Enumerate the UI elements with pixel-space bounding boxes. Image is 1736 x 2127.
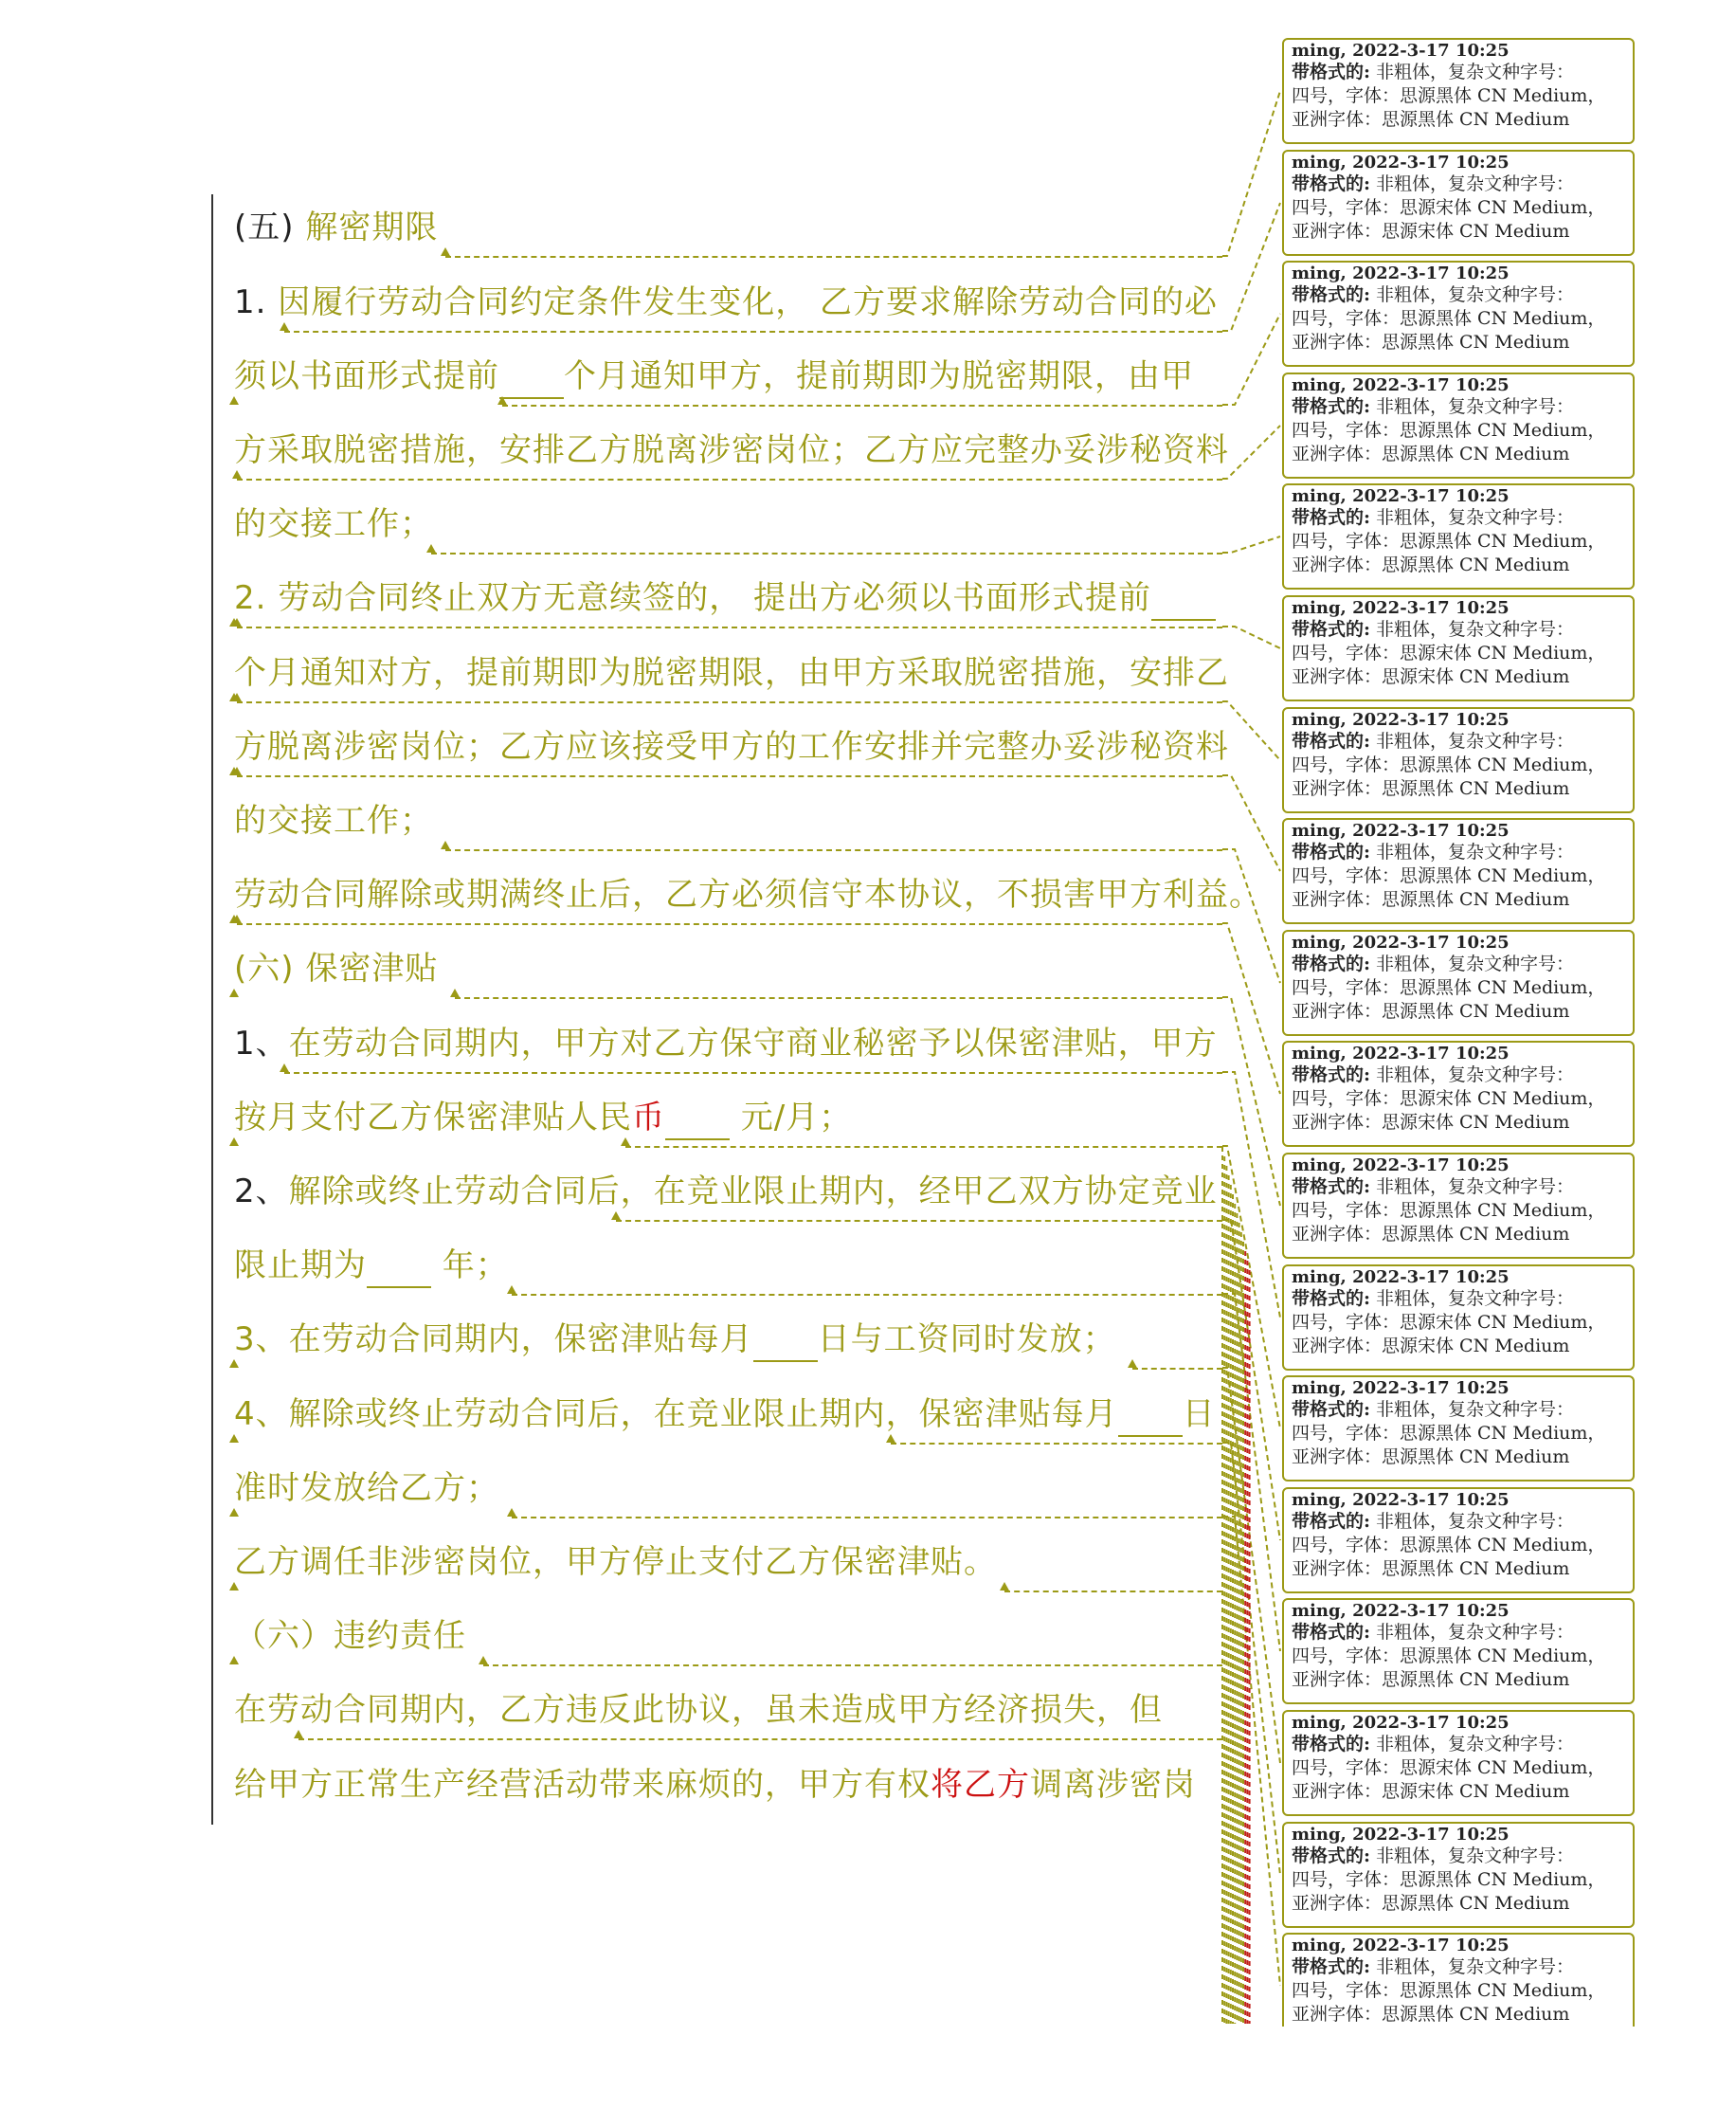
comment-label: 带格式的: (1292, 396, 1371, 417)
insertion-caret (479, 1656, 488, 1664)
comment-leader (1222, 426, 1280, 479)
comment-leader (1222, 923, 1280, 1094)
comment-line: 亚洲字体：思源黑体 CN Medium (1292, 1001, 1570, 1022)
insertion-caret (280, 322, 289, 331)
comment-leader (1222, 91, 1280, 256)
comment-line: 亚洲字体：思源宋体 CN Medium (1292, 221, 1570, 242)
comment-anchor-line (1004, 1591, 1222, 1592)
page-bottom-margin (1279, 2027, 1649, 2127)
fill-in-blank[interactable] (499, 355, 564, 399)
text-run: （六）违约责任 (234, 1617, 466, 1655)
comment-author-date: ming, 2022-3-17 10:25 (1292, 1936, 1510, 1955)
comment-line: 亚洲字体：思源宋体 CN Medium (1292, 1781, 1570, 1802)
text-run: 元/月； (730, 1099, 853, 1136)
comment-text: 非粗体，复杂文种字号： (1370, 1064, 1575, 1085)
comment-line: 亚洲字体：思源宋体 CN Medium (1292, 666, 1570, 687)
comment-balloon[interactable] (1282, 1598, 1635, 1704)
document-line (234, 1615, 466, 1657)
insertion-caret (507, 1508, 516, 1517)
comment-anchor-line (237, 479, 1222, 481)
comment-author-date: ming, 2022-3-17 10:25 (1292, 598, 1510, 618)
insertion-caret (611, 1211, 621, 1220)
comment-line: 亚洲字体：思源黑体 CN Medium (1292, 778, 1570, 799)
comment-label: 带格式的: (1292, 62, 1371, 82)
comment-author-date: ming, 2022-3-17 10:25 (1292, 1155, 1510, 1175)
comment-line: 亚洲字体：思源黑体 CN Medium (1292, 1224, 1570, 1245)
comment-label: 带格式的: (1292, 1064, 1371, 1085)
comment-line: 亚洲字体：思源黑体 CN Medium (1292, 444, 1570, 464)
comment-anchor-line (455, 997, 1222, 999)
text-run: 2. 劳动合同终止双方无意续签的， 提出方必须以书面形式提前 (234, 579, 1152, 617)
text-run: 须以书面形式提前 (234, 357, 499, 395)
document-line (234, 726, 1229, 768)
comment-balloon[interactable] (1282, 38, 1635, 144)
document-line (234, 1541, 997, 1583)
comment-balloon[interactable] (1282, 150, 1635, 256)
comment-balloon[interactable] (1282, 1264, 1635, 1371)
text-run: 解密期限 (305, 209, 439, 246)
text-run: 因履行劳动合同约定条件发生变化， 乙方要求解除劳动合同的必 (278, 283, 1219, 321)
comment-label: 带格式的: (1292, 173, 1371, 194)
document-line (234, 1097, 852, 1140)
comment-line (1292, 1733, 1625, 1756)
comment-line: 四号，字体：思源黑体 CN Medium， (1292, 420, 1606, 441)
text-run: 1、 (234, 1025, 289, 1063)
comment-anchor-line (1132, 1368, 1222, 1370)
comment-text: 非粗体，复杂文种字号： (1370, 1622, 1575, 1643)
text-run: (六) 保密津贴 (234, 950, 439, 988)
comment-author-date: ming, 2022-3-17 10:25 (1292, 1713, 1510, 1733)
comment-line: 亚洲字体：思源黑体 CN Medium (1292, 109, 1570, 130)
comment-line: 四号，字体：思源黑体 CN Medium， (1292, 1423, 1606, 1444)
text-run: 在劳动合同期内，乙方违反此协议，虽未造成甲方经济损失，但 (234, 1691, 1163, 1729)
comment-anchor-line (512, 1517, 1222, 1518)
comment-anchor-line (237, 627, 1222, 628)
comment-line: 亚洲字体：思源黑体 CN Medium (1292, 889, 1570, 910)
comment-anchor-line (431, 553, 1222, 554)
insertion-caret (441, 247, 450, 256)
document-line (234, 1023, 1218, 1064)
insertion-caret (621, 1137, 630, 1146)
document-line (234, 1171, 1218, 1212)
comment-label: 带格式的: (1292, 1845, 1371, 1866)
document-line (234, 207, 438, 248)
comment-balloon[interactable] (1282, 1041, 1635, 1147)
comment-anchor-line (237, 701, 1222, 703)
insertion-caret (294, 1730, 303, 1738)
document-line (234, 948, 438, 990)
text-run: 在劳动合同期内，甲方对乙方保守商业秘密予以保密津贴，甲方 (288, 1025, 1218, 1063)
fill-in-blank[interactable] (1118, 1393, 1183, 1437)
comment-leader (1222, 701, 1280, 760)
comment-label: 带格式的: (1292, 954, 1371, 974)
comment-balloon[interactable] (1282, 595, 1635, 701)
comment-author-date: ming, 2022-3-17 10:25 (1292, 41, 1510, 61)
comment-balloon[interactable] (1282, 1933, 1635, 2039)
text-run: (五) (234, 209, 306, 246)
comment-balloon[interactable] (1282, 930, 1635, 1036)
insertion-caret (426, 544, 436, 553)
document-line (234, 652, 1229, 694)
comment-text: 非粗体，复杂文种字号： (1370, 1956, 1575, 1977)
comment-line: 四号，字体：思源黑体 CN Medium， (1292, 865, 1606, 886)
comment-label: 带格式的: (1292, 1176, 1371, 1197)
insertion-caret (1000, 1582, 1009, 1591)
comment-line: 四号，字体：思源黑体 CN Medium， (1292, 1645, 1606, 1666)
insertion-caret (229, 1582, 239, 1591)
text-run: 的交接工作； (234, 505, 433, 543)
comment-author-date: ming, 2022-3-17 10:25 (1292, 486, 1510, 506)
insertion-caret (229, 1656, 239, 1664)
comment-balloon[interactable] (1282, 373, 1635, 479)
insertion-caret (507, 1285, 516, 1294)
text-run: 劳动合同解除或期满终止后，乙方必须信守本协议，不损害甲方利益。 (234, 876, 1262, 914)
comment-text: 非粗体，复杂文种字号： (1370, 619, 1575, 640)
comment-line: 亚洲字体：思源宋体 CN Medium (1292, 1336, 1570, 1356)
fill-in-blank[interactable] (753, 1318, 818, 1362)
comment-line (1292, 61, 1625, 84)
text-run: 解除或终止劳动合同后，在竞业限止期内，经甲乙双方协定竞业 (288, 1173, 1218, 1210)
document-line (234, 874, 1262, 916)
comment-label: 带格式的: (1292, 1399, 1371, 1420)
comment-text: 非粗体，复杂文种字号： (1370, 173, 1575, 194)
comment-line: 四号，字体：思源宋体 CN Medium， (1292, 643, 1606, 664)
comment-label: 带格式的: (1292, 284, 1371, 305)
insertion-caret (229, 396, 239, 405)
comment-leader (1222, 775, 1280, 871)
comment-line (1292, 283, 1625, 307)
comment-line (1292, 1510, 1625, 1534)
comment-line (1292, 618, 1625, 642)
comment-label: 带格式的: (1292, 619, 1371, 640)
comment-line: 亚洲字体：思源黑体 CN Medium (1292, 1669, 1570, 1690)
comment-anchor-line (616, 1220, 1222, 1222)
comment-text: 非粗体，复杂文种字号： (1370, 842, 1575, 863)
insertion-caret (229, 915, 239, 923)
document-line (234, 503, 433, 545)
document-line (234, 282, 1218, 323)
comment-line: 四号，字体：思源黑体 CN Medium， (1292, 754, 1606, 775)
text-run: 个月通知对方，提前期即为脱密期限，由甲方采取脱密措施，安排乙 (234, 654, 1229, 692)
comment-author-date: ming, 2022-3-17 10:25 (1292, 710, 1510, 730)
insertion-caret (229, 1359, 239, 1368)
text-run: 的交接工作； (234, 802, 433, 840)
comment-line (1292, 173, 1625, 196)
document-line (234, 429, 1229, 471)
comment-author-date: ming, 2022-3-17 10:25 (1292, 1378, 1510, 1398)
comment-anchor-line (237, 923, 1222, 925)
comment-leader (1222, 536, 1280, 553)
comment-line: 四号，字体：思源黑体 CN Medium， (1292, 1535, 1606, 1555)
comment-line (1292, 1287, 1625, 1311)
comment-line (1292, 1955, 1625, 1979)
comment-line: 四号，字体：思源黑体 CN Medium， (1292, 1200, 1606, 1221)
fill-in-blank[interactable] (367, 1245, 431, 1288)
document-line (234, 1245, 509, 1288)
text-run: 乙方调任非涉密岗位，甲方停止支付乙方保密津贴。 (234, 1543, 997, 1581)
document-line (234, 1467, 499, 1509)
comment-line: 四号，字体：思源黑体 CN Medium， (1292, 308, 1606, 329)
comment-line: 四号，字体：思源宋体 CN Medium， (1292, 1757, 1606, 1778)
document-line (234, 1318, 1116, 1362)
text-run: 4、解除或终止劳动合同后，在竞业限止期内，保密津贴每月 (234, 1395, 1118, 1433)
comment-text: 非粗体，复杂文种字号： (1370, 1511, 1575, 1532)
comment-line: 亚洲字体：思源黑体 CN Medium (1292, 1893, 1570, 1914)
comment-text: 非粗体，复杂文种字号： (1370, 507, 1575, 528)
comment-leader (1222, 203, 1280, 331)
comment-balloon[interactable] (1282, 1822, 1635, 1928)
comment-balloon[interactable] (1282, 483, 1635, 590)
text-run: 调离涉密岗 (1030, 1766, 1196, 1804)
document-line (234, 577, 1216, 621)
comment-text: 非粗体，复杂文种字号： (1370, 731, 1575, 752)
comment-line: 四号，字体：思源黑体 CN Medium， (1292, 85, 1606, 106)
comment-line: 亚洲字体：思源宋体 CN Medium (1292, 1112, 1570, 1133)
comment-line (1292, 1621, 1625, 1645)
comment-line: 四号，字体：思源黑体 CN Medium， (1292, 1980, 1606, 2001)
comment-anchor-line (445, 256, 1222, 258)
comment-anchor-line (891, 1443, 1222, 1445)
comment-author-date: ming, 2022-3-17 10:25 (1292, 375, 1510, 395)
comment-line (1292, 395, 1625, 419)
comment-anchor-line (502, 405, 1222, 407)
insertion-caret (232, 470, 242, 479)
comment-author-date: ming, 2022-3-17 10:25 (1292, 1601, 1510, 1621)
comment-line (1292, 841, 1625, 864)
text-run: 年； (431, 1246, 509, 1284)
insertion-caret (229, 767, 239, 775)
comment-label: 带格式的: (1292, 1511, 1371, 1532)
insertion-caret (229, 1434, 239, 1443)
comment-label: 带格式的: (1292, 1288, 1371, 1309)
insertion-caret (229, 618, 239, 627)
comment-anchor-line (237, 775, 1222, 777)
insertion-caret (450, 989, 460, 997)
comment-label: 带格式的: (1292, 842, 1371, 863)
text-run: 方脱离涉密岗位；乙方应该接受甲方的工作安排并完整办妥涉秘资料 (234, 728, 1229, 766)
comment-leader (1222, 314, 1280, 405)
text-run: 2、 (234, 1173, 289, 1210)
document-line (234, 1689, 1163, 1731)
comment-line: 四号，字体：思源黑体 CN Medium， (1292, 977, 1606, 998)
text-run: 日与工资同时发放； (817, 1320, 1116, 1358)
comment-line: 四号，字体：思源黑体 CN Medium， (1292, 1869, 1606, 1890)
text-run: 限止期为 (234, 1246, 367, 1284)
comment-text: 非粗体，复杂文种字号： (1370, 396, 1575, 417)
insertion-caret (229, 693, 239, 701)
comment-line (1292, 953, 1625, 976)
comment-balloon[interactable] (1282, 818, 1635, 924)
text-run: 准时发放给乙方； (234, 1469, 499, 1507)
fill-in-blank[interactable] (665, 1097, 730, 1140)
comment-anchor-line (445, 849, 1222, 851)
comment-line: 亚洲字体：思源黑体 CN Medium (1292, 554, 1570, 575)
comment-anchor-line (625, 1146, 1222, 1148)
insertion-caret (497, 396, 507, 405)
comment-line: 四号，字体：思源宋体 CN Medium， (1292, 197, 1606, 218)
comment-label: 带格式的: (1292, 1734, 1371, 1754)
insertion-caret (441, 841, 450, 849)
insertion-caret (886, 1434, 895, 1443)
comment-anchor-line (284, 1072, 1222, 1074)
comment-line: 亚洲字体：思源黑体 CN Medium (1292, 2004, 1570, 2025)
comment-line: 四号，字体：思源宋体 CN Medium， (1292, 1088, 1606, 1109)
insertion-caret (229, 989, 239, 997)
document-line (234, 1393, 1216, 1437)
comment-anchor-line (512, 1294, 1222, 1296)
comment-line (1292, 1064, 1625, 1087)
comment-text: 非粗体，复杂文种字号： (1370, 1845, 1575, 1866)
text-run: 给甲方正常生产经营活动带来麻烦的，甲方有权 (234, 1766, 931, 1804)
text-run: 个月通知甲方，提前期即为脱密期限，由甲 (564, 357, 1194, 395)
comment-author-date: ming, 2022-3-17 10:25 (1292, 1267, 1510, 1287)
text-run: 币 (632, 1099, 665, 1136)
comment-text: 非粗体，复杂文种字号： (1370, 284, 1575, 305)
comment-label: 带格式的: (1292, 1956, 1371, 1977)
text-run: 将乙方 (931, 1766, 1030, 1804)
comment-anchor-line (483, 1664, 1222, 1666)
comment-text: 非粗体，复杂文种字号： (1370, 62, 1575, 82)
comment-text: 非粗体，复杂文种字号： (1370, 1288, 1575, 1309)
comment-line (1292, 1398, 1625, 1422)
comment-anchor-line (284, 331, 1222, 333)
text-run: 1. (234, 283, 279, 321)
comment-label: 带格式的: (1292, 507, 1371, 528)
comment-balloon[interactable] (1282, 1375, 1635, 1482)
comment-balloon[interactable] (1282, 1153, 1635, 1259)
text-run: 按月支付乙方保密津贴人民 (234, 1099, 632, 1136)
comment-text: 非粗体，复杂文种字号： (1370, 1734, 1575, 1754)
insertion-caret (1128, 1359, 1137, 1368)
comment-text: 非粗体，复杂文种字号： (1370, 1176, 1575, 1197)
comment-author-date: ming, 2022-3-17 10:25 (1292, 1490, 1510, 1510)
comment-leader (1222, 997, 1280, 1206)
comment-line (1292, 1845, 1625, 1868)
comment-line: 亚洲字体：思源黑体 CN Medium (1292, 1446, 1570, 1467)
comment-author-date: ming, 2022-3-17 10:25 (1292, 153, 1510, 173)
insertion-caret (229, 1508, 239, 1517)
comment-balloon[interactable] (1282, 261, 1635, 367)
comment-balloon[interactable] (1282, 707, 1635, 813)
comment-line: 四号，字体：思源宋体 CN Medium， (1292, 1312, 1606, 1333)
comment-line: 四号，字体：思源黑体 CN Medium， (1292, 531, 1606, 552)
comment-line (1292, 730, 1625, 754)
comment-label: 带格式的: (1292, 731, 1371, 752)
comment-label: 带格式的: (1292, 1622, 1371, 1643)
comment-anchor-line (298, 1738, 1222, 1740)
insertion-caret (280, 1064, 289, 1072)
comment-balloon[interactable] (1282, 1710, 1635, 1816)
insertion-caret (229, 1137, 239, 1146)
fill-in-blank[interactable] (1151, 577, 1216, 621)
text-run: 日 (1182, 1395, 1216, 1433)
comment-leader (1222, 627, 1280, 648)
comment-author-date: ming, 2022-3-17 10:25 (1292, 821, 1510, 841)
comment-text: 非粗体，复杂文种字号： (1370, 1399, 1575, 1420)
document-line (234, 355, 1194, 399)
comment-author-date: ming, 2022-3-17 10:25 (1292, 1044, 1510, 1064)
document-line (234, 800, 433, 842)
comment-author-date: ming, 2022-3-17 10:25 (1292, 933, 1510, 953)
text-run: 3、在劳动合同期内，保密津贴每月 (234, 1320, 753, 1358)
comment-line: 亚洲字体：思源黑体 CN Medium (1292, 1558, 1570, 1579)
comment-balloon[interactable] (1282, 1487, 1635, 1593)
comment-leader (1222, 849, 1280, 983)
comment-line: 亚洲字体：思源黑体 CN Medium (1292, 332, 1570, 353)
text-run: 方采取脱密措施，安排乙方脱离涉密岗位；乙方应完整办妥涉秘资料 (234, 431, 1229, 469)
document-line (234, 1764, 1196, 1806)
comment-author-date: ming, 2022-3-17 10:25 (1292, 264, 1510, 283)
comment-line (1292, 506, 1625, 530)
comment-author-date: ming, 2022-3-17 10:25 (1292, 1825, 1510, 1845)
comment-line (1292, 1175, 1625, 1199)
comment-text: 非粗体，复杂文种字号： (1370, 954, 1575, 974)
